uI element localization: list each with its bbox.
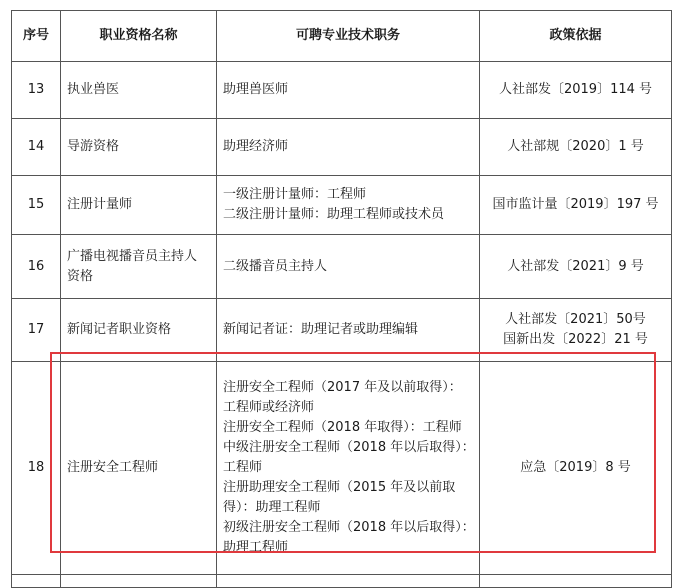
- table-row: [12, 299, 672, 362]
- position-cell-line: 工程师: [223, 460, 263, 475]
- position-cell-line: 助理经济师: [223, 139, 289, 154]
- empty-cell: [217, 575, 480, 588]
- position-cell-line: 二级播音员主持人: [223, 258, 328, 274]
- qualification-name: [61, 235, 217, 299]
- row-number: 15: [12, 176, 61, 235]
- empty-cell: [61, 575, 217, 588]
- policy-basis: [480, 62, 672, 119]
- qualification-name-line: 注册安全工程师: [67, 460, 159, 475]
- table-row-partial: [12, 575, 672, 588]
- policy-basis: [480, 235, 672, 299]
- policy-basis-line: 国新出发〔2022〕21 号: [503, 332, 648, 347]
- position-cell: [217, 176, 480, 235]
- position-cell-line: 新闻记者证：助理记者或助理编辑: [223, 322, 419, 337]
- position-cell-line: 助理工程师: [223, 540, 289, 555]
- qualification-name-line: 新闻记者职业资格: [67, 322, 172, 337]
- table-row: [12, 362, 672, 575]
- qualification-name: [61, 362, 217, 575]
- policy-basis: [480, 299, 672, 362]
- position-cell-line: 中级注册安全工程师（2018 年以后取得）：: [223, 440, 475, 455]
- position-cell-line: 助理兽医师: [223, 82, 289, 97]
- empty-cell: [12, 575, 61, 588]
- header-row: [12, 11, 672, 62]
- row-number: 17: [12, 299, 61, 362]
- position-cell: [217, 362, 480, 575]
- qualification-name-line: 广播电视播音员主持人: [67, 248, 198, 264]
- qualification-name: [61, 119, 217, 176]
- qualification-name-line: 执业兽医: [67, 82, 120, 97]
- position-cell-line: 得）：助理工程师: [223, 500, 321, 515]
- qualification-name: [61, 176, 217, 235]
- policy-basis-line: 人社部规〔2020〕1 号: [507, 139, 644, 154]
- qualification-name: [61, 62, 217, 119]
- policy-basis-line: 应急〔2019〕8 号: [520, 460, 631, 475]
- position-cell-line: 工程师或经济师: [223, 400, 315, 415]
- policy-basis-line: 人社部发〔2021〕9 号: [507, 258, 644, 274]
- table-row: [12, 62, 672, 119]
- position-cell: [217, 235, 480, 299]
- qualification-name-line: 资格: [67, 268, 94, 284]
- policy-basis-line: 人社部发〔2019〕114 号: [498, 82, 653, 97]
- empty-cell: [480, 575, 672, 588]
- position-cell: [217, 299, 480, 362]
- position-cell: [217, 62, 480, 119]
- table-row: [12, 235, 672, 299]
- table-row: [12, 119, 672, 176]
- row-number: 13: [12, 62, 61, 119]
- table-row: [12, 176, 672, 235]
- position-cell-line: 注册助理安全工程师（2015 年及以前取: [223, 480, 456, 495]
- position-cell-line: 注册安全工程师（2017 年及以前取得）：: [223, 380, 462, 395]
- policy-basis-line: 人社部发〔2021〕50号: [505, 312, 646, 327]
- row-number: 16: [12, 235, 61, 299]
- position-cell-line: 一级注册计量师：工程师: [223, 187, 367, 202]
- header-policy-basis: 政策依据: [480, 11, 672, 62]
- policy-basis: [480, 362, 672, 575]
- policy-basis: [480, 119, 672, 176]
- policy-basis: [480, 176, 672, 235]
- row-number: 18: [12, 362, 61, 575]
- qualification-name-line: 导游资格: [67, 139, 120, 154]
- position-cell-line: 注册安全工程师（2018 年取得）：工程师: [223, 420, 462, 435]
- header-number: 序号: [12, 11, 61, 62]
- qualification-name-line: 注册计量师: [67, 197, 133, 212]
- qualification-table: [11, 10, 672, 588]
- position-cell: [217, 119, 480, 176]
- position-cell-line: 二级注册计量师：助理工程师或技术员: [223, 207, 445, 222]
- header-qualification-name: 职业资格名称: [61, 11, 217, 62]
- qualification-name: [61, 299, 217, 362]
- position-cell-line: 初级注册安全工程师（2018 年以后取得）：: [223, 520, 475, 535]
- header-positions: 可聘专业技术职务: [217, 11, 480, 62]
- policy-basis-line: 国市监计量〔2019〕197 号: [492, 197, 659, 212]
- row-number: 14: [12, 119, 61, 176]
